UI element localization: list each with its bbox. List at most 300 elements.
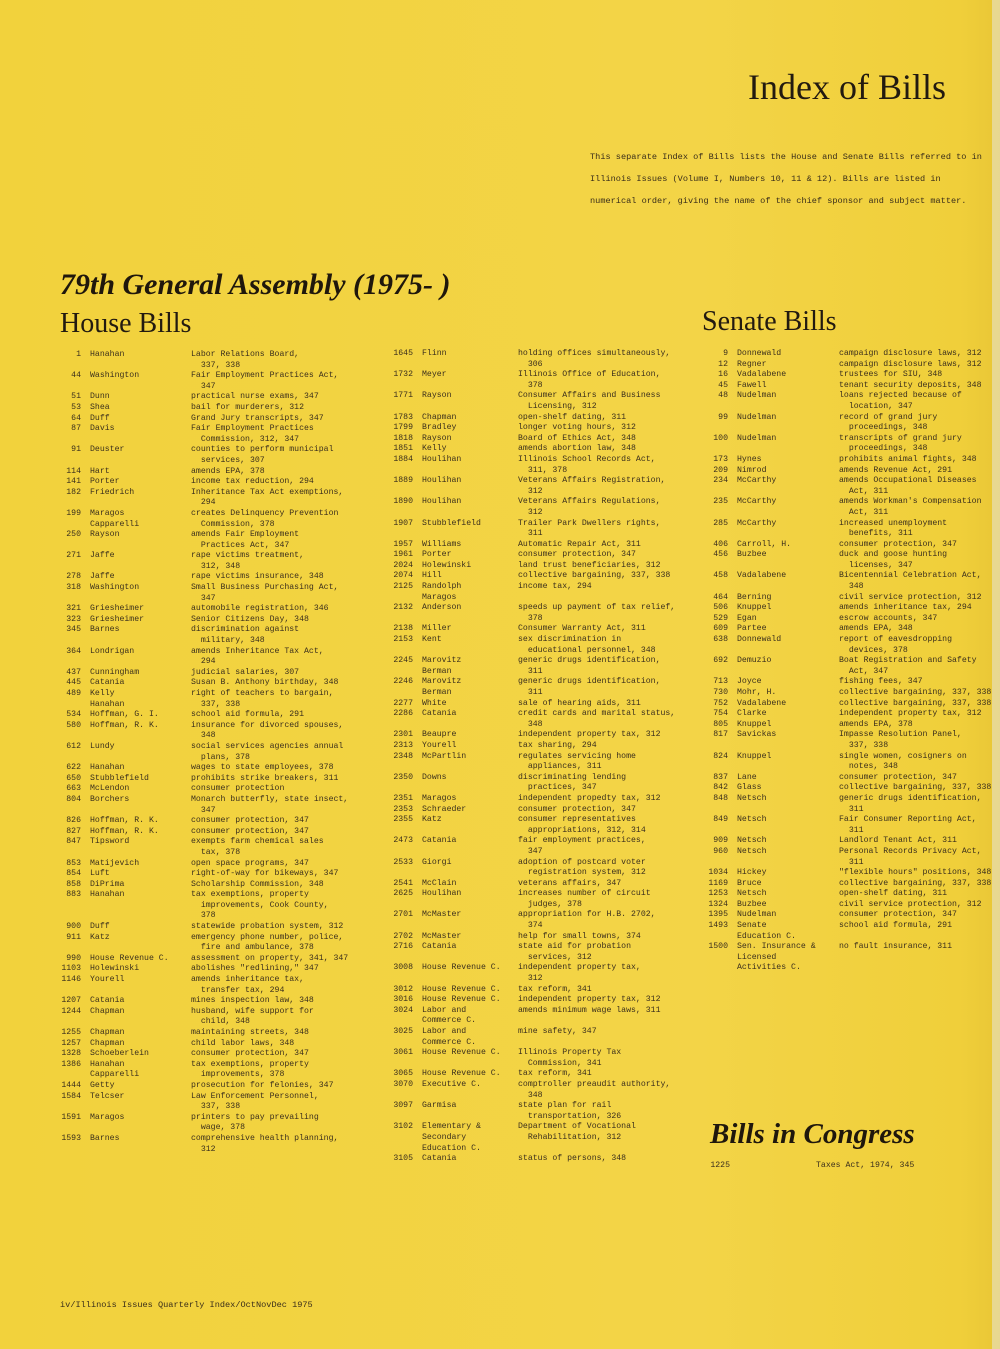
bill-sponsor: Williams — [422, 539, 462, 549]
bill-number: 1593 — [61, 1133, 81, 1143]
bill-subject: assessment on property, 341, 347 — [191, 953, 349, 963]
bill-sponsor: Schraeder — [422, 804, 467, 814]
bill-subject: collective bargaining, 337, 338 — [839, 688, 992, 697]
bill-sponsor: Katz — [422, 815, 442, 825]
bill-number: 849 — [713, 815, 728, 825]
bill-subject: right of teachers to bargain, 337, 338 — [191, 689, 334, 709]
bill-sponsor: Catania — [422, 836, 457, 846]
bill-entry — [700, 783, 1000, 794]
bill-number: 2473 — [393, 836, 413, 846]
bill-entry — [40, 668, 350, 679]
bill-subject: amends abortion law, 348 — [518, 444, 636, 454]
bill-entry — [40, 763, 350, 774]
bill-number: 909 — [713, 836, 728, 846]
bill-entry — [40, 1028, 350, 1039]
bill-number: 1253 — [708, 889, 728, 899]
bill-sponsor: Holewinski — [90, 964, 140, 974]
bill-number: 199 — [66, 508, 81, 518]
bill-subject: land trust beneficiaries, 312 — [518, 560, 661, 570]
bill-subject: statewide probation system, 312 — [191, 922, 344, 932]
bill-sponsor: Chapman — [422, 412, 457, 422]
bill-entry — [700, 391, 1000, 412]
bill-entry — [40, 954, 350, 965]
bill-entry — [700, 370, 1000, 381]
bill-entry — [375, 624, 697, 635]
bill-subject: generic drugs identification, 311 — [518, 656, 661, 676]
bill-entry — [375, 858, 697, 879]
bill-sponsor: Carroll, H. — [737, 539, 792, 549]
bill-subject: prosecution for felonies, 347 — [191, 1080, 334, 1090]
bill-number: 3024 — [393, 1005, 413, 1015]
bill-sponsor: Hanahan — [90, 763, 125, 773]
bill-entry — [700, 476, 1000, 497]
bill-subject: loans rejected because of location, 347 — [839, 391, 962, 411]
bill-sponsor: McMaster — [422, 931, 462, 941]
bill-entry — [700, 360, 1000, 371]
bill-number: 853 — [66, 858, 81, 868]
bill-entry — [40, 1113, 350, 1134]
bill-subject: Department of Vocational Rehabilitation, 312 — [518, 1122, 636, 1142]
bill-entry — [40, 509, 350, 530]
bill-sponsor: Chapman — [90, 1028, 125, 1037]
bill-entry — [40, 1049, 350, 1060]
bill-number: 173 — [713, 454, 728, 464]
bill-number: 1444 — [61, 1080, 81, 1090]
bill-entry — [700, 656, 1000, 677]
bill-number: 1907 — [393, 518, 413, 528]
bill-subject: social services agencies annual plans, 378 — [191, 741, 344, 762]
bill-subject: increases number of circuit judges, 378 — [518, 889, 651, 909]
bill-subject: independent property tax, 312 — [839, 709, 982, 719]
bill-sponsor: Executive C. — [422, 1079, 481, 1089]
bill-number: 2245 — [393, 656, 413, 666]
bill-subject: child labor laws, 348 — [191, 1038, 295, 1048]
page-title: Index of Bills — [748, 67, 946, 107]
bill-number: 1783 — [393, 412, 413, 422]
bill-subject: amends EPA, 348 — [839, 624, 913, 634]
bill-entry — [40, 371, 350, 392]
bill-number: 406 — [713, 539, 728, 549]
bill-entry — [40, 477, 350, 488]
bill-subject: abolishes "redlining," 347 — [191, 964, 319, 974]
bill-number: 837 — [713, 772, 728, 782]
bill-subject: comprehensive health planning, 312 — [191, 1133, 339, 1154]
bill-number: 609 — [713, 624, 728, 634]
bill-sponsor: Netsch — [737, 836, 767, 846]
bill-entry — [40, 678, 350, 689]
bill-number: 638 — [713, 635, 728, 645]
bill-entry — [700, 455, 1000, 466]
bill-number: 235 — [713, 497, 728, 507]
bill-sponsor: Garmisa — [422, 1101, 457, 1111]
bill-number: 1328 — [61, 1049, 81, 1059]
bill-entry — [700, 847, 1000, 868]
bill-sponsor: Katz — [90, 932, 110, 942]
bill-sponsor: Kent — [422, 635, 442, 645]
bill-entry — [700, 519, 1000, 540]
bill-entry — [700, 540, 1000, 551]
bill-entry — [700, 635, 1000, 656]
bill-sponsor: Yourell — [422, 740, 457, 750]
bill-entry — [375, 370, 697, 391]
bill-number: 458 — [713, 571, 728, 581]
bill-number: 48 — [718, 391, 728, 401]
bill-sponsor: Vadalabene — [737, 370, 787, 380]
bill-subject: tax reform, 341 — [518, 984, 592, 994]
bill-sponsor: House Revenue C. — [90, 953, 169, 963]
bill-sponsor: Houlihan — [422, 454, 462, 464]
bill-entry — [375, 1122, 697, 1154]
bill-number: 730 — [713, 688, 728, 697]
bill-subject: Impasse Resolution Panel, 337, 338 — [839, 730, 962, 750]
bill-sponsor: Getty — [90, 1080, 115, 1090]
bill-number: 16 — [718, 370, 728, 380]
bill-entry — [700, 603, 1000, 614]
bill-entry — [375, 995, 697, 1006]
bill-number: 345 — [66, 625, 81, 635]
bill-sponsor: Hanahan — [90, 890, 125, 900]
bill-subject: independent property tax, 312 — [518, 963, 641, 984]
bill-sponsor: Borchers — [90, 794, 130, 804]
bill-entry — [700, 709, 1000, 720]
bill-number: 1146 — [61, 975, 81, 985]
bill-entry — [700, 571, 1000, 592]
bill-entry — [40, 721, 350, 742]
bill-number: 2074 — [393, 571, 413, 581]
bill-subject: sale of hearing aids, 311 — [518, 698, 641, 708]
bill-subject: veterans affairs, 347 — [518, 878, 622, 888]
bill-subject: independent propedty tax, 312 — [518, 793, 661, 803]
bill-entry — [700, 773, 1000, 784]
bill-number: 318 — [66, 583, 81, 593]
bill-number: 1799 — [393, 423, 413, 433]
bill-entry — [375, 752, 697, 773]
bill-sponsor: Knuppel — [737, 751, 772, 761]
bill-sponsor: McMaster — [422, 910, 462, 920]
bill-number: 3025 — [393, 1027, 413, 1036]
bill-sponsor: Savickas — [737, 730, 777, 740]
bill-number: 2351 — [393, 793, 413, 803]
bill-sponsor: Chapman — [90, 1006, 125, 1016]
bill-subject: Grand Jury transcripts, 347 — [191, 413, 324, 423]
bill-sponsor: Yourell — [90, 975, 125, 985]
bill-number: 2541 — [393, 878, 413, 888]
bill-sponsor: Catania — [90, 678, 125, 688]
bill-entry — [375, 741, 697, 752]
bill-entry — [375, 434, 697, 445]
bill-number: 87 — [71, 424, 81, 434]
bill-number: 692 — [713, 656, 728, 666]
bill-sponsor: Vadalabene — [737, 698, 787, 708]
bill-sponsor: Downs — [422, 772, 447, 782]
bill-sponsor: Hoffman, R. K. — [90, 816, 159, 826]
bill-subject: consumer protection, 347 — [839, 772, 957, 782]
bill-sponsor: Miller — [422, 624, 452, 634]
bill-number: 2132 — [393, 603, 413, 613]
bill-entry — [40, 414, 350, 425]
bill-number: 2277 — [393, 698, 413, 708]
bill-subject: creates Delinquency Prevention Commission, 378 — [191, 508, 339, 529]
bill-subject: independent property tax, 312 — [518, 730, 661, 740]
bill-subject: Bicentennial Celebration Act, 348 — [839, 571, 982, 592]
bill-number: 1889 — [393, 476, 413, 486]
bill-subject: Taxes Act, 1974, 345 — [816, 1161, 915, 1170]
bill-number: 1645 — [393, 349, 413, 358]
bill-entry — [40, 445, 350, 466]
bill-number: 847 — [66, 837, 81, 847]
bill-subject: escrow accounts, 347 — [839, 613, 938, 623]
bill-sponsor: Houlihan — [422, 476, 462, 486]
bill-number: 271 — [66, 551, 81, 561]
bill-number: 53 — [71, 402, 81, 412]
bill-sponsor: Nudelman — [737, 910, 777, 920]
bill-number: 650 — [66, 773, 81, 783]
bill-entry — [375, 476, 697, 497]
bill-entry — [700, 381, 1000, 392]
bill-number: 278 — [66, 572, 81, 582]
bill-subject: consumer representatives appropriations, 312, 314 — [518, 815, 646, 835]
bill-subject: prohibits animal fights, 348 — [839, 454, 977, 464]
bill-number: 663 — [66, 784, 81, 794]
bill-entry — [700, 794, 1000, 815]
bill-sponsor: Catania — [422, 709, 457, 719]
bill-entry — [40, 975, 350, 996]
bill-number: 2301 — [393, 730, 413, 740]
bill-sponsor: Nimrod — [737, 465, 767, 475]
bill-entry — [375, 1154, 697, 1165]
bill-subject: independent property tax, 312 — [518, 995, 661, 1005]
bill-sponsor: Jaffe — [90, 551, 115, 561]
bill-number: 1103 — [61, 964, 81, 974]
bill-sponsor: Buzbee — [737, 899, 767, 909]
bill-entry — [375, 540, 697, 551]
bill-sponsor: Demuzio — [737, 656, 772, 666]
bill-sponsor: Lane — [737, 772, 757, 782]
bill-subject: Landlord Tenant Act, 311 — [839, 836, 957, 846]
bill-entry — [700, 349, 1000, 360]
bill-sponsor: Holewinski — [422, 560, 472, 570]
bill-number: 1244 — [61, 1006, 81, 1016]
bill-subject: Consumer Affairs and Business Licensing, 312 — [518, 391, 661, 411]
bill-entry — [375, 603, 697, 624]
bill-subject: appropriation for H.B. 2702, 374 — [518, 910, 656, 931]
bill-subject: judicial salaries, 307 — [191, 667, 300, 677]
bill-number: 1386 — [61, 1059, 81, 1069]
bill-subject: no fault insurance, 311 — [839, 942, 953, 952]
bill-number: 817 — [713, 730, 728, 740]
bill-subject: Consumer Warranty Act, 311 — [518, 624, 646, 634]
bill-sponsor: Catania — [90, 996, 125, 1006]
bill-subject: regulates servicing home appliances, 311 — [518, 751, 636, 772]
bill-subject: Fair Consumer Reporting Act, 311 — [839, 815, 977, 835]
bill-sponsor: Maragos — [90, 1112, 125, 1122]
bill-sponsor: Knuppel — [737, 603, 772, 613]
bill-entry — [700, 413, 1000, 434]
bill-entry — [700, 434, 1000, 455]
bill-number: 3105 — [393, 1154, 413, 1164]
bill-number: 44 — [71, 371, 81, 381]
bill-number: 1225 — [710, 1161, 730, 1170]
bill-sponsor: Lundy — [90, 741, 115, 751]
bill-sponsor: Houlihan — [422, 497, 462, 507]
bill-entry — [40, 1007, 350, 1028]
bill-entry — [40, 869, 350, 880]
bill-number: 622 — [66, 763, 81, 773]
bill-subject: amends Workman's Compensation Act, 311 — [839, 497, 982, 517]
bill-sponsor: Matijevich — [90, 858, 140, 868]
bill-subject: Veterans Affairs Regulations, 312 — [518, 497, 661, 517]
bill-number: 1034 — [708, 868, 728, 878]
bill-entry — [375, 391, 697, 412]
bill-sponsor: Sen. Insurance & Licensed Activities C. — [737, 942, 816, 973]
bill-number: 3008 — [393, 963, 413, 973]
bill-subject: maintaining streets, 348 — [191, 1028, 309, 1037]
bill-entry — [40, 1134, 350, 1155]
bill-entry — [375, 699, 697, 710]
bill-entry — [40, 467, 350, 478]
bill-number: 858 — [66, 879, 81, 889]
bill-entry — [375, 815, 697, 836]
bill-subject: Law Enforcement Personnel, 337, 338 — [191, 1091, 319, 1112]
bill-subject: Trailer Park Dwellers rights, 311 — [518, 518, 661, 539]
bill-sponsor: Senate Education C. — [737, 921, 796, 941]
bill-subject: prohibits strike breakers, 311 — [191, 773, 339, 783]
bill-subject: Illinois Property Tax Commission, 341 — [518, 1048, 622, 1068]
bill-number: 114 — [66, 466, 81, 476]
bill-sponsor: Maragos Capparelli — [90, 508, 140, 529]
bill-subject: open space programs, 347 — [191, 858, 309, 868]
bill-subject: exempts farm chemical sales tax, 378 — [191, 837, 324, 857]
bill-sponsor: Jaffe — [90, 572, 115, 582]
bill-sponsor: Fawell — [737, 380, 767, 390]
bill-sponsor: Duff — [90, 922, 110, 932]
bill-entry — [375, 932, 697, 943]
bill-entry — [40, 890, 350, 922]
bill-number: 804 — [66, 794, 81, 804]
bill-number: 990 — [66, 953, 81, 963]
bill-number: 2348 — [393, 751, 413, 761]
bill-subject: consumer protection, 347 — [518, 550, 636, 560]
bill-number: 1493 — [708, 921, 728, 931]
bill-subject: amends inheritance tax, transfer tax, 294 — [191, 975, 305, 995]
bill-sponsor: Hynes — [737, 454, 762, 464]
house-bills-heading: House Bills — [60, 308, 192, 339]
bill-sponsor: McCarthy — [737, 518, 777, 528]
bill-sponsor: House Revenue C. — [422, 1069, 501, 1079]
bill-number: 2701 — [393, 910, 413, 920]
bill-entry — [375, 985, 697, 996]
bill-subject: Small Business Purchasing Act, 347 — [191, 583, 339, 603]
bills-in-congress-heading: Bills in Congress — [710, 1118, 915, 1150]
bill-subject: increased unemployment benefits, 311 — [839, 518, 948, 539]
bill-subject: practical nurse exams, 347 — [191, 392, 319, 402]
bill-sponsor: Clarke — [737, 709, 767, 719]
bill-sponsor: Hickey — [737, 868, 767, 878]
bill-number: 854 — [66, 869, 81, 879]
bill-subject: consumer protection, 347 — [191, 826, 309, 836]
bill-number: 2355 — [393, 815, 413, 825]
bill-sponsor: Catania — [422, 942, 457, 952]
bill-sponsor: Deuster — [90, 445, 125, 455]
bill-subject: transcripts of grand jury proceedings, 348 — [839, 433, 962, 454]
bill-sponsor: Stubblefield — [422, 518, 481, 528]
bill-number: 3012 — [393, 984, 413, 994]
bill-subject: adoption of postcard voter registration system, 312 — [518, 857, 646, 878]
bill-subject: amends EPA, 378 — [839, 719, 913, 729]
bill-entry — [700, 730, 1000, 751]
bill-subject: wages to state employees, 378 — [191, 763, 334, 773]
bill-sponsor: Hoffman, R. K. — [90, 826, 159, 836]
bill-subject: consumer protection, 347 — [191, 1049, 309, 1059]
bill-subject: tax exemptions, property improvements, 378 — [191, 1059, 309, 1080]
bill-subject: amends EPA, 378 — [191, 466, 265, 476]
bill-subject: trustees for SIU, 348 — [839, 370, 943, 380]
bill-sponsor: Washington — [90, 583, 140, 593]
bill-sponsor: Hanahan — [90, 350, 125, 359]
bill-sponsor: Telcser — [90, 1091, 125, 1101]
bill-entry — [375, 910, 697, 931]
bill-subject: Inheritance Tax Act exemptions, 294 — [191, 487, 344, 508]
bill-sponsor: Dunn — [90, 392, 110, 402]
bill-entry — [40, 880, 350, 891]
bill-sponsor: Egan — [737, 613, 757, 623]
bill-subject: husband, wife support for child, 348 — [191, 1006, 314, 1027]
bill-sponsor: Duff — [90, 413, 110, 423]
bill-number: 824 — [713, 751, 728, 761]
bill-number: 960 — [713, 846, 728, 856]
bill-subject: Veterans Affairs Registration, 312 — [518, 476, 666, 496]
bill-subject: amends Revenue Act, 291 — [839, 465, 953, 475]
bill-sponsor: Joyce — [737, 677, 762, 687]
bill-entry — [40, 933, 350, 954]
bill-entry — [40, 615, 350, 626]
bill-subject: counties to perform municipal services, 307 — [191, 445, 334, 465]
bill-entry — [700, 614, 1000, 625]
bill-sponsor: Bradley — [422, 423, 457, 433]
bill-entry — [40, 689, 350, 710]
bill-number: 534 — [66, 710, 81, 720]
bill-subject: Illinois Office of Education, 378 — [518, 370, 661, 390]
bill-subject: Monarch butterfly, state insect, 347 — [191, 794, 349, 815]
bill-sponsor: Nudelman — [737, 391, 777, 401]
bill-entry — [375, 1048, 697, 1069]
bill-subject: amends minimum wage laws, 311 — [518, 1005, 661, 1015]
bill-entry — [700, 868, 1000, 879]
bill-number: 883 — [66, 890, 81, 900]
bill-number: 2286 — [393, 709, 413, 719]
bill-number: 285 — [713, 518, 728, 528]
bill-sponsor: Marovitz Berman — [422, 677, 462, 697]
bill-number: 91 — [71, 445, 81, 455]
bill-entry — [40, 922, 350, 933]
bill-number: 1818 — [393, 433, 413, 443]
bill-subject: right-of-way for bikeways, 347 — [191, 869, 339, 879]
bill-subject: consumer protection, 347 — [839, 910, 957, 920]
bill-entry — [700, 624, 1000, 635]
bill-subject: holding offices simultaneously, 306 — [518, 349, 671, 369]
bill-sponsor: Bruce — [737, 878, 762, 888]
intro-paragraph — [590, 150, 1000, 216]
bill-sponsor: Griesheimer — [90, 614, 145, 624]
bill-number: 1207 — [61, 996, 81, 1006]
bill-number: 12 — [718, 359, 728, 369]
bill-subject: rape victims treatment, 312, 348 — [191, 551, 305, 571]
bill-sponsor: Catania — [422, 1154, 457, 1164]
bill-subject: credit cards and marital status, 348 — [518, 709, 676, 729]
bill-subject: Board of Ethics Act, 348 — [518, 433, 636, 443]
bill-entry — [40, 964, 350, 975]
bill-sponsor: Flinn — [422, 349, 447, 358]
